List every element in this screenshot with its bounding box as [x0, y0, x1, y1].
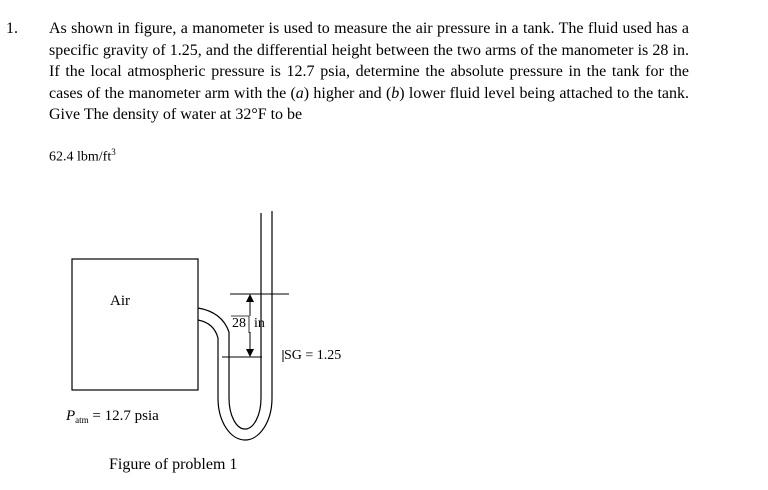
water-density-exponent: 3: [111, 147, 116, 157]
tube-bend-inner: [198, 320, 218, 338]
case-a-label: a: [295, 84, 304, 102]
problem-text-1: As shown in figure, a manometer is used to measure the air pressure in a tank. The fluid used has a specific gravity of 1.25, and the differential height between the two arms of the manometer is 28 in. If the local atmospheric pressure is 12.7 psia, determine the absolute pressure in the tank for the cases of the manometer arm with the (: [49, 20, 689, 102]
question-number: 1.: [6, 20, 18, 37]
u-bottom-outer: [218, 398, 272, 440]
water-density-value: 62.4 lbm/ft: [49, 149, 112, 165]
case-b-label: b: [391, 84, 400, 102]
patm-subscript: atm: [75, 415, 89, 425]
tank-air-label: Air: [110, 293, 130, 309]
height-arrowhead-down: [246, 349, 254, 357]
height-value-label: 28: [232, 316, 246, 331]
air-tank: [72, 259, 198, 390]
u-bottom-inner: [229, 398, 261, 429]
height-arrowhead-up: [246, 294, 254, 302]
patm-symbol: P: [66, 408, 76, 424]
problem-text-2: ) higher and (: [303, 84, 392, 102]
atmospheric-pressure-label: [66, 408, 159, 425]
patm-value: = 12.7 psia: [88, 408, 159, 424]
height-unit-label: in: [254, 316, 265, 331]
specific-gravity-label: SG = 1.25: [284, 348, 342, 363]
problem-text-3: ) lower fluid level being attached to the tank. Give The density of water at 32°F to be: [49, 84, 690, 123]
figure-caption: Figure of problem 1: [109, 456, 238, 473]
